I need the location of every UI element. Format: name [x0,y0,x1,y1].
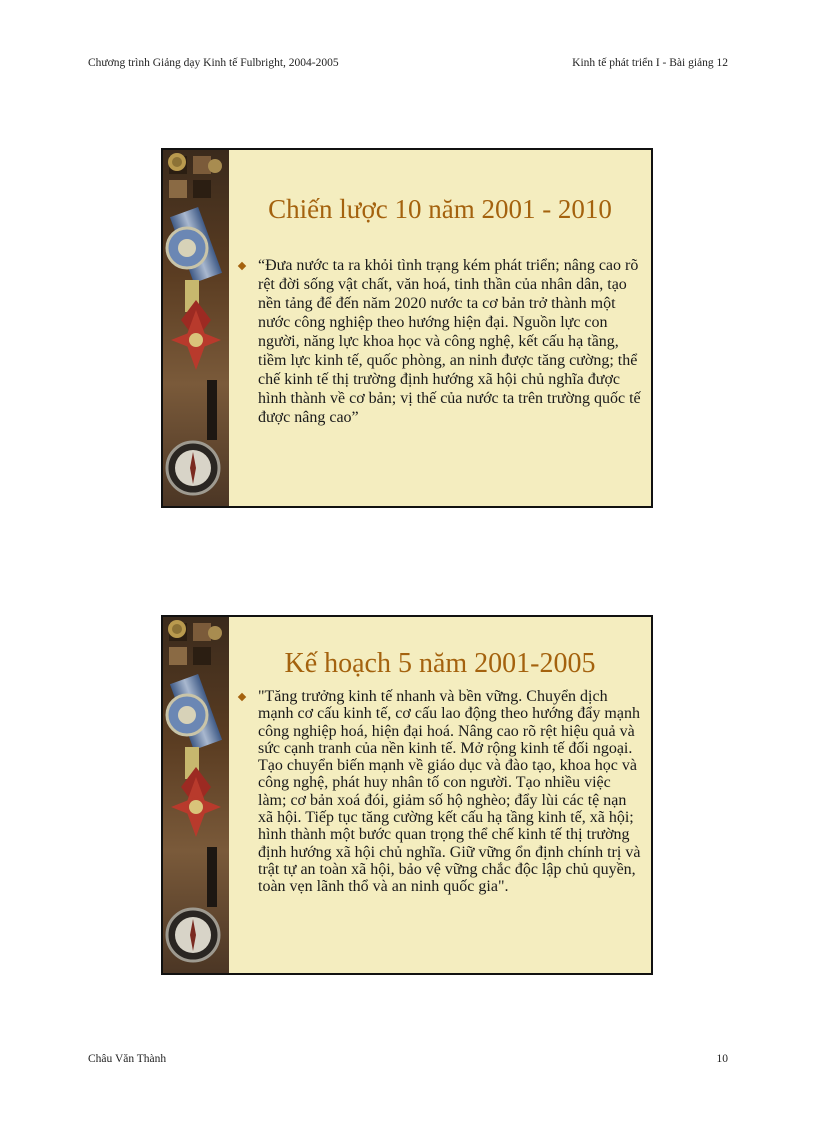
decorative-medal-image [163,150,229,506]
bullet-item [239,256,643,427]
bullet-text: "Tăng trưởng kinh tế nhanh và bền vững. Chuyển dịch mạnh cơ cấu kinh tế, cơ cấu lao động theo hướng đẩy mạnh công nghiệp hoá, hiện đại hoá. Nâng cao rõ rệt hiệu quả và sức cạnh tranh của nền kinh tế. Mở rộng kinh tế đối ngoại. Tạo chuyển biến mạnh về giáo dục và đào tạo, khoa học và công nghệ, phát huy nhân tố con người. Tạo nhiều việc làm; cơ bản xoá đói, giảm số hộ nghèo; đẩy lùi các tệ nạn xã hội. Tiếp tục tăng cường kết cấu hạ tầng kinh tế, xã hội; hình thành một bước quan trọng thể chế kinh tế thị trường định hướng xã hội chủ nghĩa. Giữ vững ổn định chính trị và trật tự an toàn xã hội, bảo vệ vững chắc độc lập chủ quyền, toàn vẹn lãnh thổ và an ninh quốc gia". [258,688,641,896]
bullet-text: “Đưa nước ta ra khỏi tình trạng kém phát triển; nâng cao rõ rệt đời sống vật chất, văn hoá, tinh thần của nhân dân, tạo nền tảng để đến năm 2020 nước ta cơ bản trở thành một nước công nghiệp theo hướng hiện đại. Nguồn lực con người, năng lực khoa học và công nghệ, kết cấu hạ tầng, tiềm lực kinh tế, quốc phòng, an ninh được tăng cường; thể chế kinh tế thị trường định hướng xã hội chủ nghĩa được hình thành về cơ bản; vị thế của nước ta trên trường quốc tế được nâng cao” [258,257,641,426]
slide-title: Chiến lược 10 năm 2001 - 2010 [268,194,612,224]
decorative-medal-image [163,617,229,973]
slide-title: Kế hoạch 5 năm 2001-2005 [284,648,596,679]
footer-author: Châu Văn Thành [88,1053,167,1065]
page-number: 10 [716,1053,728,1065]
bullet-diamond-icon [238,262,246,270]
slide-1 [161,148,653,508]
bullet-item [239,688,643,896]
header-right: Kinh tế phát triển I - Bài giảng 12 [572,57,728,69]
slide-2 [161,615,653,975]
bullet-diamond-icon [238,693,246,701]
header-left: Chương trình Giảng dạy Kinh tế Fulbright, 2004-2005 [88,57,339,69]
